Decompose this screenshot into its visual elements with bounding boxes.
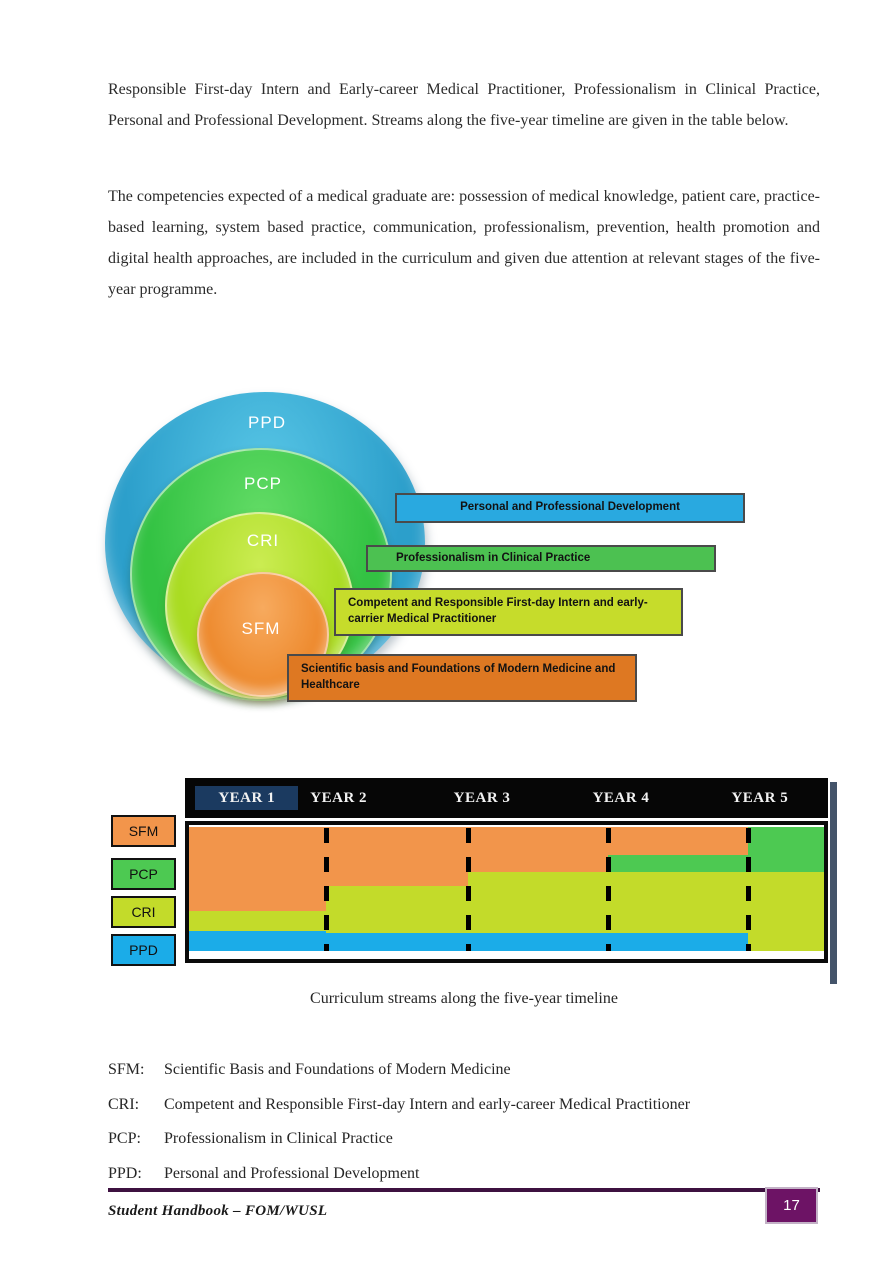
- year-column-2: [326, 827, 469, 959]
- cri-circle-label: CRI: [246, 531, 280, 550]
- callout-cri: Competent and Responsible First-day Intern and early-carrier Medical Practitioner: [334, 588, 683, 636]
- stream-band-cri: [326, 886, 469, 932]
- year-1-label: YEAR 1: [195, 786, 298, 810]
- definition-code: PPD:: [108, 1164, 142, 1182]
- stream-band-gap: [608, 951, 748, 959]
- legend-sfm: SFM: [111, 815, 176, 847]
- stream-definitions: [108, 1053, 848, 1191]
- stream-band-gap: [468, 951, 608, 959]
- year-column-1: [189, 827, 326, 959]
- ppd-circle-label: PPD: [248, 413, 286, 432]
- stream-band-sfm: [326, 827, 469, 886]
- stream-band-pcp: [608, 855, 748, 872]
- year-divider-tick: [466, 828, 471, 951]
- year-column-3: [468, 827, 608, 959]
- legend-ppd: PPD: [111, 934, 176, 966]
- stream-band-cri: [748, 872, 824, 951]
- timeline-plot: [185, 821, 828, 963]
- callout-ppd: Personal and Professional Development: [395, 493, 745, 523]
- definition-text: Personal and Professional Development: [164, 1164, 420, 1182]
- year-divider-tick: [746, 828, 751, 951]
- stream-band-pcp: [748, 827, 824, 872]
- stream-band-cri: [468, 872, 608, 933]
- definition-code: CRI:: [108, 1095, 140, 1113]
- year-2-label: YEAR 2: [310, 790, 368, 806]
- timeline-year-header: [185, 778, 828, 818]
- pcp-circle-label: PCP: [244, 474, 282, 493]
- stream-columns: [189, 827, 824, 959]
- footer-rule: [108, 1188, 820, 1192]
- year-3-label: YEAR 3: [453, 790, 511, 806]
- definition-code: SFM:: [108, 1061, 145, 1078]
- page-number-badge: 17: [765, 1187, 818, 1224]
- year-column-4: [608, 827, 748, 959]
- paragraph-1: Responsible First-day Intern and Early-career Medical Practitioner, Professionalism in Clinical Practice, Personal and Professional Development. Streams along the five-year timeline are given in the table below.: [108, 81, 820, 129]
- stream-band-ppd: [189, 931, 326, 951]
- definition-cri: [108, 1088, 848, 1123]
- year-5-label: YEAR 5: [731, 790, 789, 806]
- footer-handbook-title: Student Handbook – FOM/WUSL: [108, 1203, 328, 1219]
- callout-pcp: Professionalism in Clinical Practice: [366, 545, 716, 572]
- year-4-label: YEAR 4: [592, 790, 650, 806]
- legend-cri: CRI: [111, 896, 176, 928]
- definition-sfm: [108, 1053, 848, 1088]
- stream-band-ppd: [326, 933, 469, 951]
- stream-band-gap: [748, 951, 824, 959]
- year-divider-tick: [324, 828, 329, 951]
- definition-code: PCP:: [108, 1130, 141, 1147]
- stream-band-ppd: [608, 933, 748, 951]
- definition-text: Professionalism in Clinical Practice: [164, 1130, 393, 1147]
- stream-band-ppd: [468, 933, 608, 951]
- legend-pcp: PCP: [111, 858, 176, 890]
- stream-band-gap: [326, 951, 469, 959]
- stream-band-cri: [608, 872, 748, 933]
- definition-text: Competent and Responsible First-day Intern and early-career Medical Practitioner: [164, 1095, 691, 1113]
- stream-band-cri: [189, 911, 326, 931]
- callout-sfm: Scientific basis and Foundations of Modern Medicine and Healthcare: [287, 654, 637, 702]
- stream-band-sfm: [468, 827, 608, 872]
- stream-band-gap: [189, 951, 326, 959]
- figure-caption: Curriculum streams along the five-year timeline: [310, 990, 618, 1007]
- definition-text: Scientific Basis and Foundations of Modern Medicine: [164, 1061, 511, 1078]
- stream-band-sfm: [608, 827, 748, 855]
- timeline-shadow: [830, 782, 837, 984]
- stream-band-sfm: [189, 827, 326, 911]
- paragraph-2: The competencies expected of a medical graduate are: possession of medical knowledge, patient care, practice-based learning, system based practice, communication, professionalism, prevention, health promotion and digital health approaches, are included in the curriculum and given due attention at relevant stages of the five-year programme.: [108, 188, 820, 298]
- definition-pcp: [108, 1122, 848, 1157]
- sfm-circle-label: SFM: [241, 619, 281, 638]
- year-divider-tick: [606, 828, 611, 951]
- year-column-5: [748, 827, 824, 959]
- definition-ppd: [108, 1157, 848, 1192]
